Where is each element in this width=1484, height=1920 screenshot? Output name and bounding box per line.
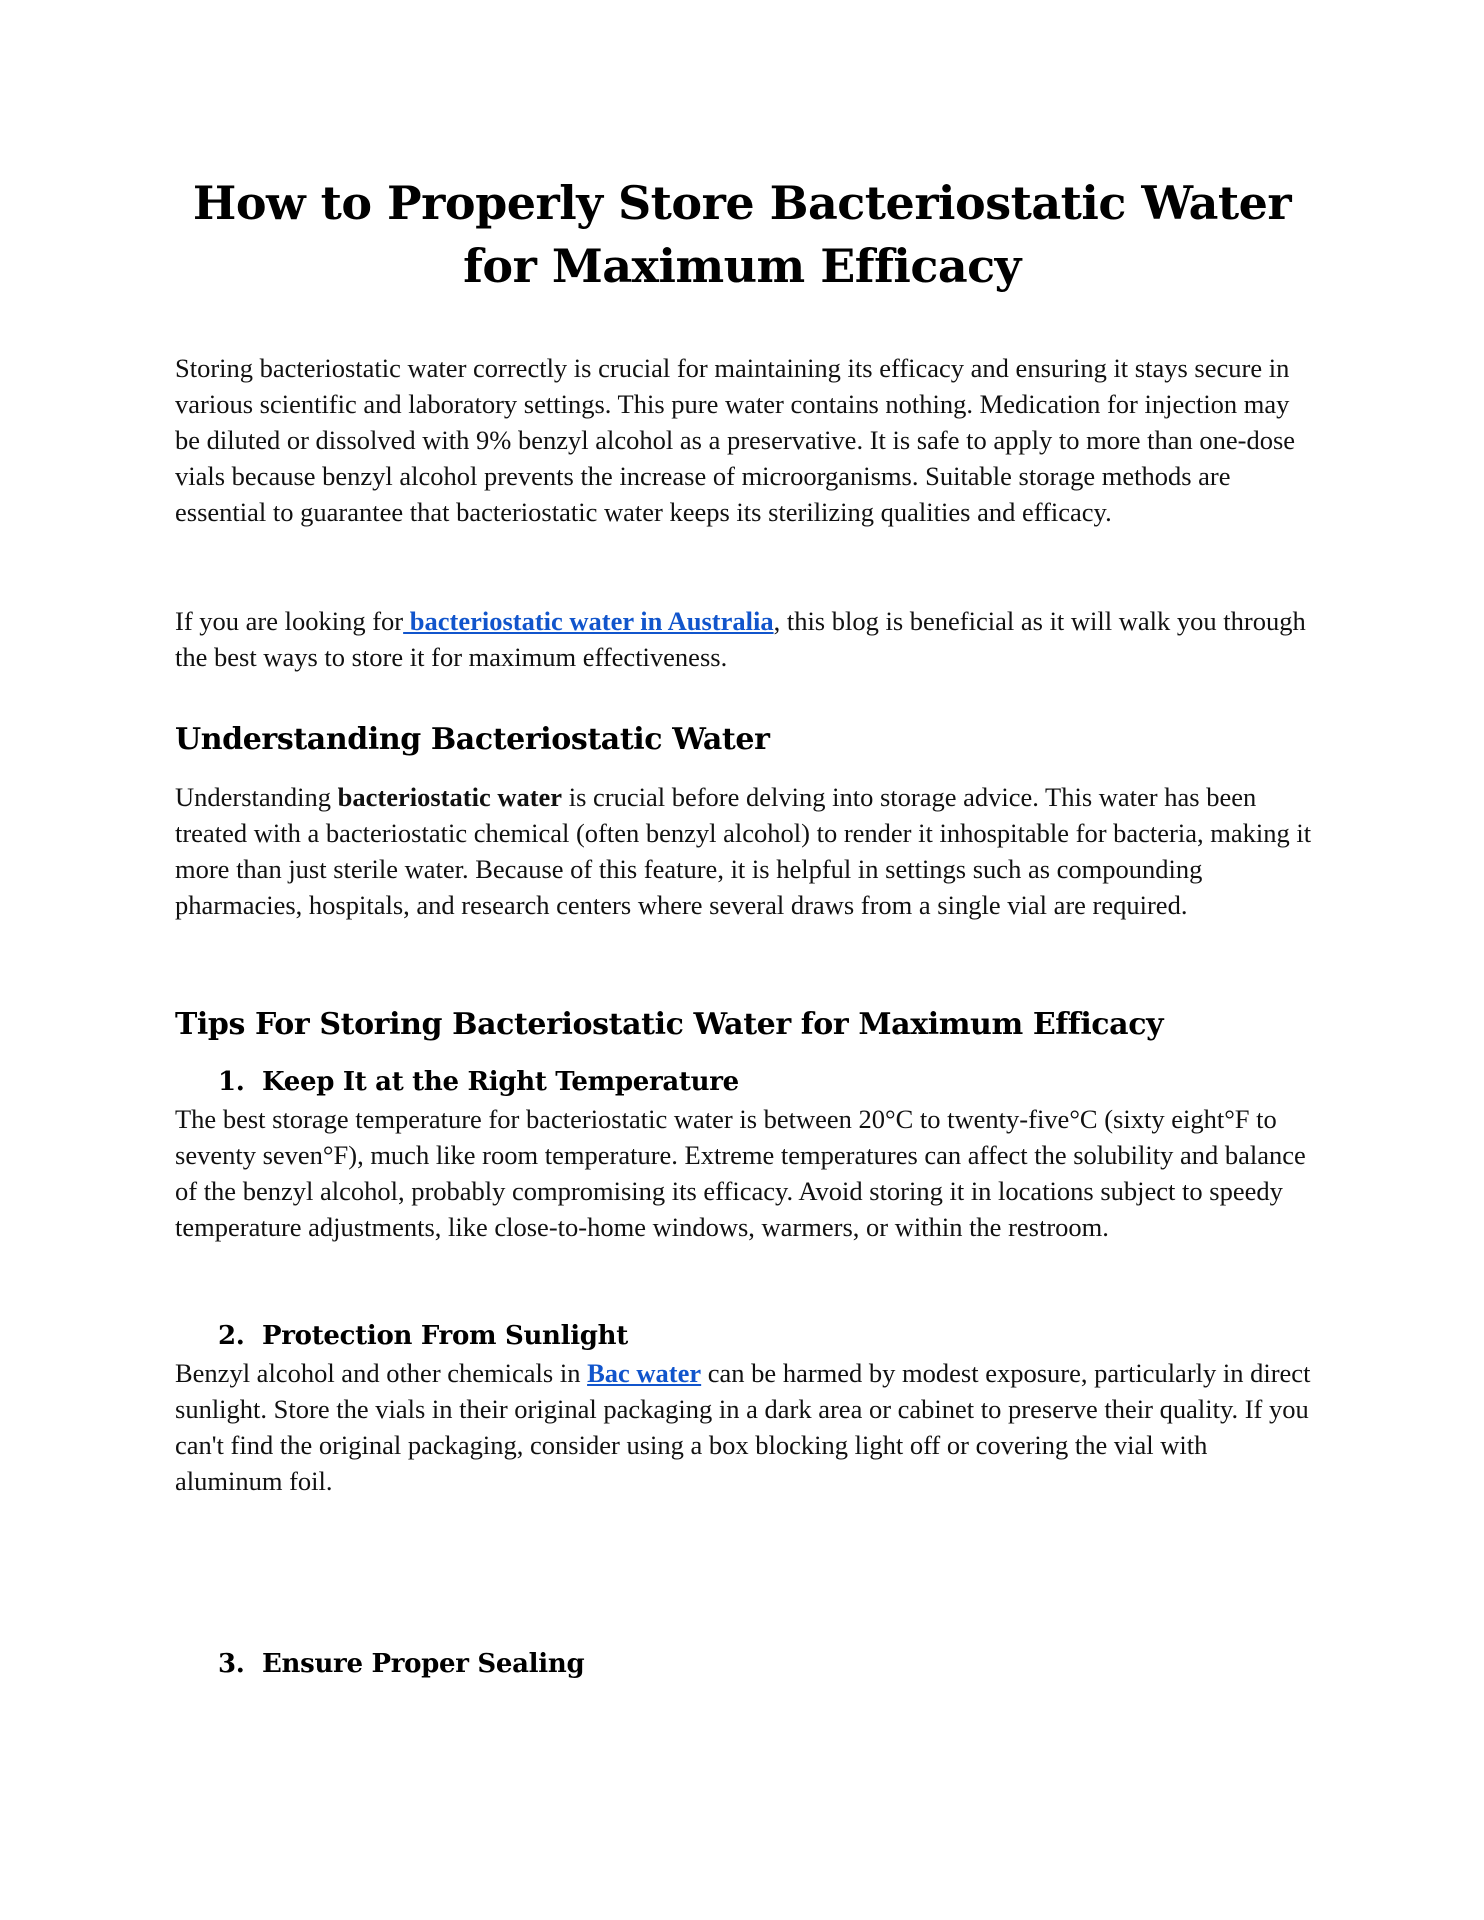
lookup-text-before: If you are looking for [175, 606, 404, 636]
section-heading-tips: Tips For Storing Bacteriostatic Water for Maximum Efficacy [175, 1007, 1164, 1042]
tip-body-text-after: can be harmed by modest exposure, particularly in direct sunlight. Store the vials in their original packaging in a dark area or cabinet to preserve their quality. If you can't find the original packaging, consider using a box blocking light off or covering the vial with aluminum foil. [175, 1358, 1311, 1496]
tip-body-2 [175, 1355, 1315, 1499]
tip-title: Keep It at the Right Temperature [262, 1067, 739, 1097]
lookup-text-after: , this blog is beneficial as it will walk you through the best ways to store it for maximum effectiveness. [175, 606, 1306, 672]
tip-body-text-before: Benzyl alcohol and other chemicals in [175, 1358, 588, 1388]
understanding-text-before: Understanding [175, 782, 338, 812]
understanding-paragraph [175, 779, 1315, 923]
page-title: How to Properly Store Bacteriostatic Water for Maximum Efficacy [192, 176, 1292, 293]
bacteriostatic-water-australia-link[interactable]: bacteriostatic water in Australia [403, 606, 774, 636]
tip-heading-1 [218, 1064, 739, 1100]
section-heading-understanding: Understanding Bacteriostatic Water [175, 722, 770, 757]
lookup-paragraph [175, 603, 1315, 675]
intro-paragraph: Storing bacteriostatic water correctly is crucial for maintaining its efficacy and ensuring it stays secure in various scientific and laboratory settings. This pure water contains nothing. Medication for injection may be diluted or dissolved with 9% benzyl alcohol as a preservative. It is safe to apply to more than one-dose vials because benzyl alcohol prevents the increase of microorganisms. Suitable storage methods are essential to guarantee that bacteriostatic water keeps its sterilizing qualities and efficacy. [175, 353, 1296, 527]
tip-title: Protection From Sunlight [262, 1321, 628, 1351]
tip-number: 3. [218, 1649, 245, 1679]
tip-title: Ensure Proper Sealing [262, 1649, 585, 1679]
bold-term: bacteriostatic water [337, 782, 563, 812]
tip-heading-2 [218, 1318, 628, 1354]
tip-number: 2. [218, 1321, 245, 1351]
tip-body-1: The best storage temperature for bacteriostatic water is between 20°C to twenty-five°C (sixty eight°F to seventy seven°F), much like room temperature. Extreme temperatures can affect the solubility and balance of the benzyl alcohol, probably compromising its efficacy. Avoid storing it in locations subject to speedy temperature adjustments, like close-to-home windows, warmers, or within the restroom. [175, 1104, 1306, 1242]
understanding-text-after: is crucial before delving into storage advice. This water has been treated with a bacteriostatic chemical (often benzyl alcohol) to render it inhospitable for bacteria, making it more than just sterile water. Because of this feature, it is helpful in settings such as compounding pharmacies, hospitals, and research centers where several draws from a single vial are required. [175, 782, 1312, 920]
tip-heading-3 [218, 1646, 584, 1682]
bac-water-link[interactable]: Bac water [587, 1358, 702, 1388]
tip-number: 1. [218, 1067, 245, 1097]
